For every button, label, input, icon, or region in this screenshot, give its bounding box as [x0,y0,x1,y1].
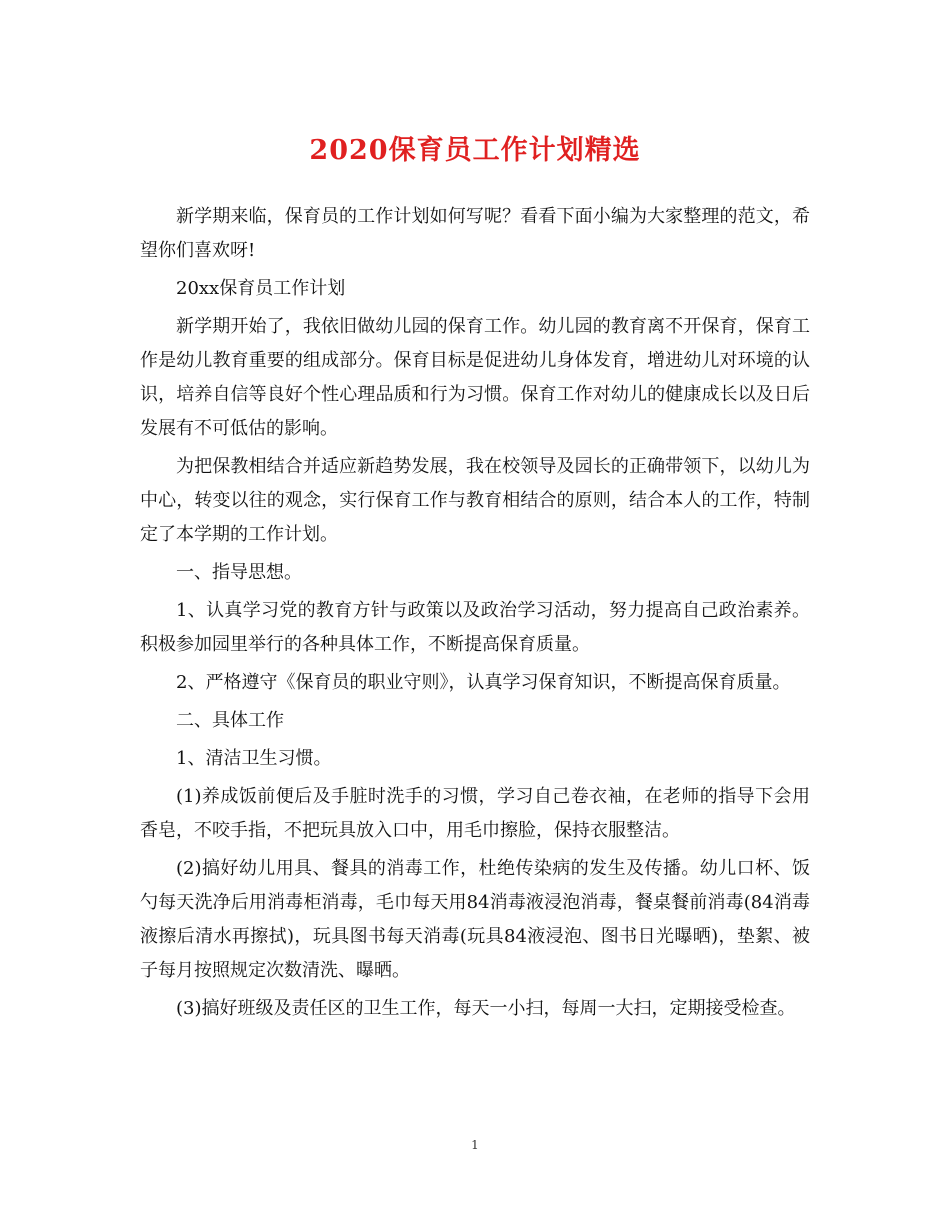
list-item: 2、严格遵守《保育员的职业守则》，认真学习保育知识，不断提高保育质量。 [176,672,791,693]
list-item: (3)搞好班级及责任区的卫生工作，每天一小扫，每周一大扫，定期接受检查。 [176,998,796,1019]
subsection-heading-hygiene: 1、清洁卫生习惯。 [176,748,332,769]
list-item: (1)养成饭前便后及手脏时洗手的习惯，学习自己卷衣袖，在老师的指导下会用香皂，不咬手指，不把玩具放入口中，用毛巾擦脸，保持衣服整洁。 [140,786,810,841]
document-body [140,200,810,1030]
plan-subtitle: 20xx保育员工作计划 [176,278,346,299]
section-heading-guiding-ideology: 一、指导思想。 [176,562,302,583]
list-item: (2)搞好幼儿用具、餐具的消毒工作，杜绝传染病的发生及传播。幼儿口杯、饭勺每天洗净后用消毒柜消毒，毛巾每天用84消毒液浸泡消毒，餐桌餐前消毒(84消毒液擦后清水再擦拭)，玩具图书每天消毒(玩具84液浸泡、图书日光曝晒)，垫絮、被子每月按照规定次数清洗、曝晒。 [140,858,810,981]
intro-paragraph: 新学期来临，保育员的工作计划如何写呢？看看下面小编为大家整理的范文，希望你们喜欢呀! [140,206,810,261]
page-number: 1 [471,1138,479,1152]
document-title: 2020保育员工作计划精选 [309,135,641,166]
body-paragraph: 为把保教相结合并适应新趋势发展，我在校领导及园长的正确带领下，以幼儿为中心，转变以往的观念，实行保育工作与教育相结合的原则，结合本人的工作，特制定了本学期的工作计划。 [140,456,810,545]
body-paragraph: 新学期开始了，我依旧做幼儿园的保育工作。幼儿园的教育离不开保育，保育工作是幼儿教育重要的组成部分。保育目标是促进幼儿身体发育，增进幼儿对环境的认识，培养自信等良好个性心理品质和行为习惯。保育工作对幼儿的健康成长以及日后发展有不可低估的影响。 [140,316,810,439]
list-item: 1、认真学习党的教育方针与政策以及政治学习活动，努力提高自己政治素养。积极参加园里举行的各种具体工作，不断提高保育质量。 [140,600,810,655]
section-heading-specific-work: 二、具体工作 [176,710,284,731]
